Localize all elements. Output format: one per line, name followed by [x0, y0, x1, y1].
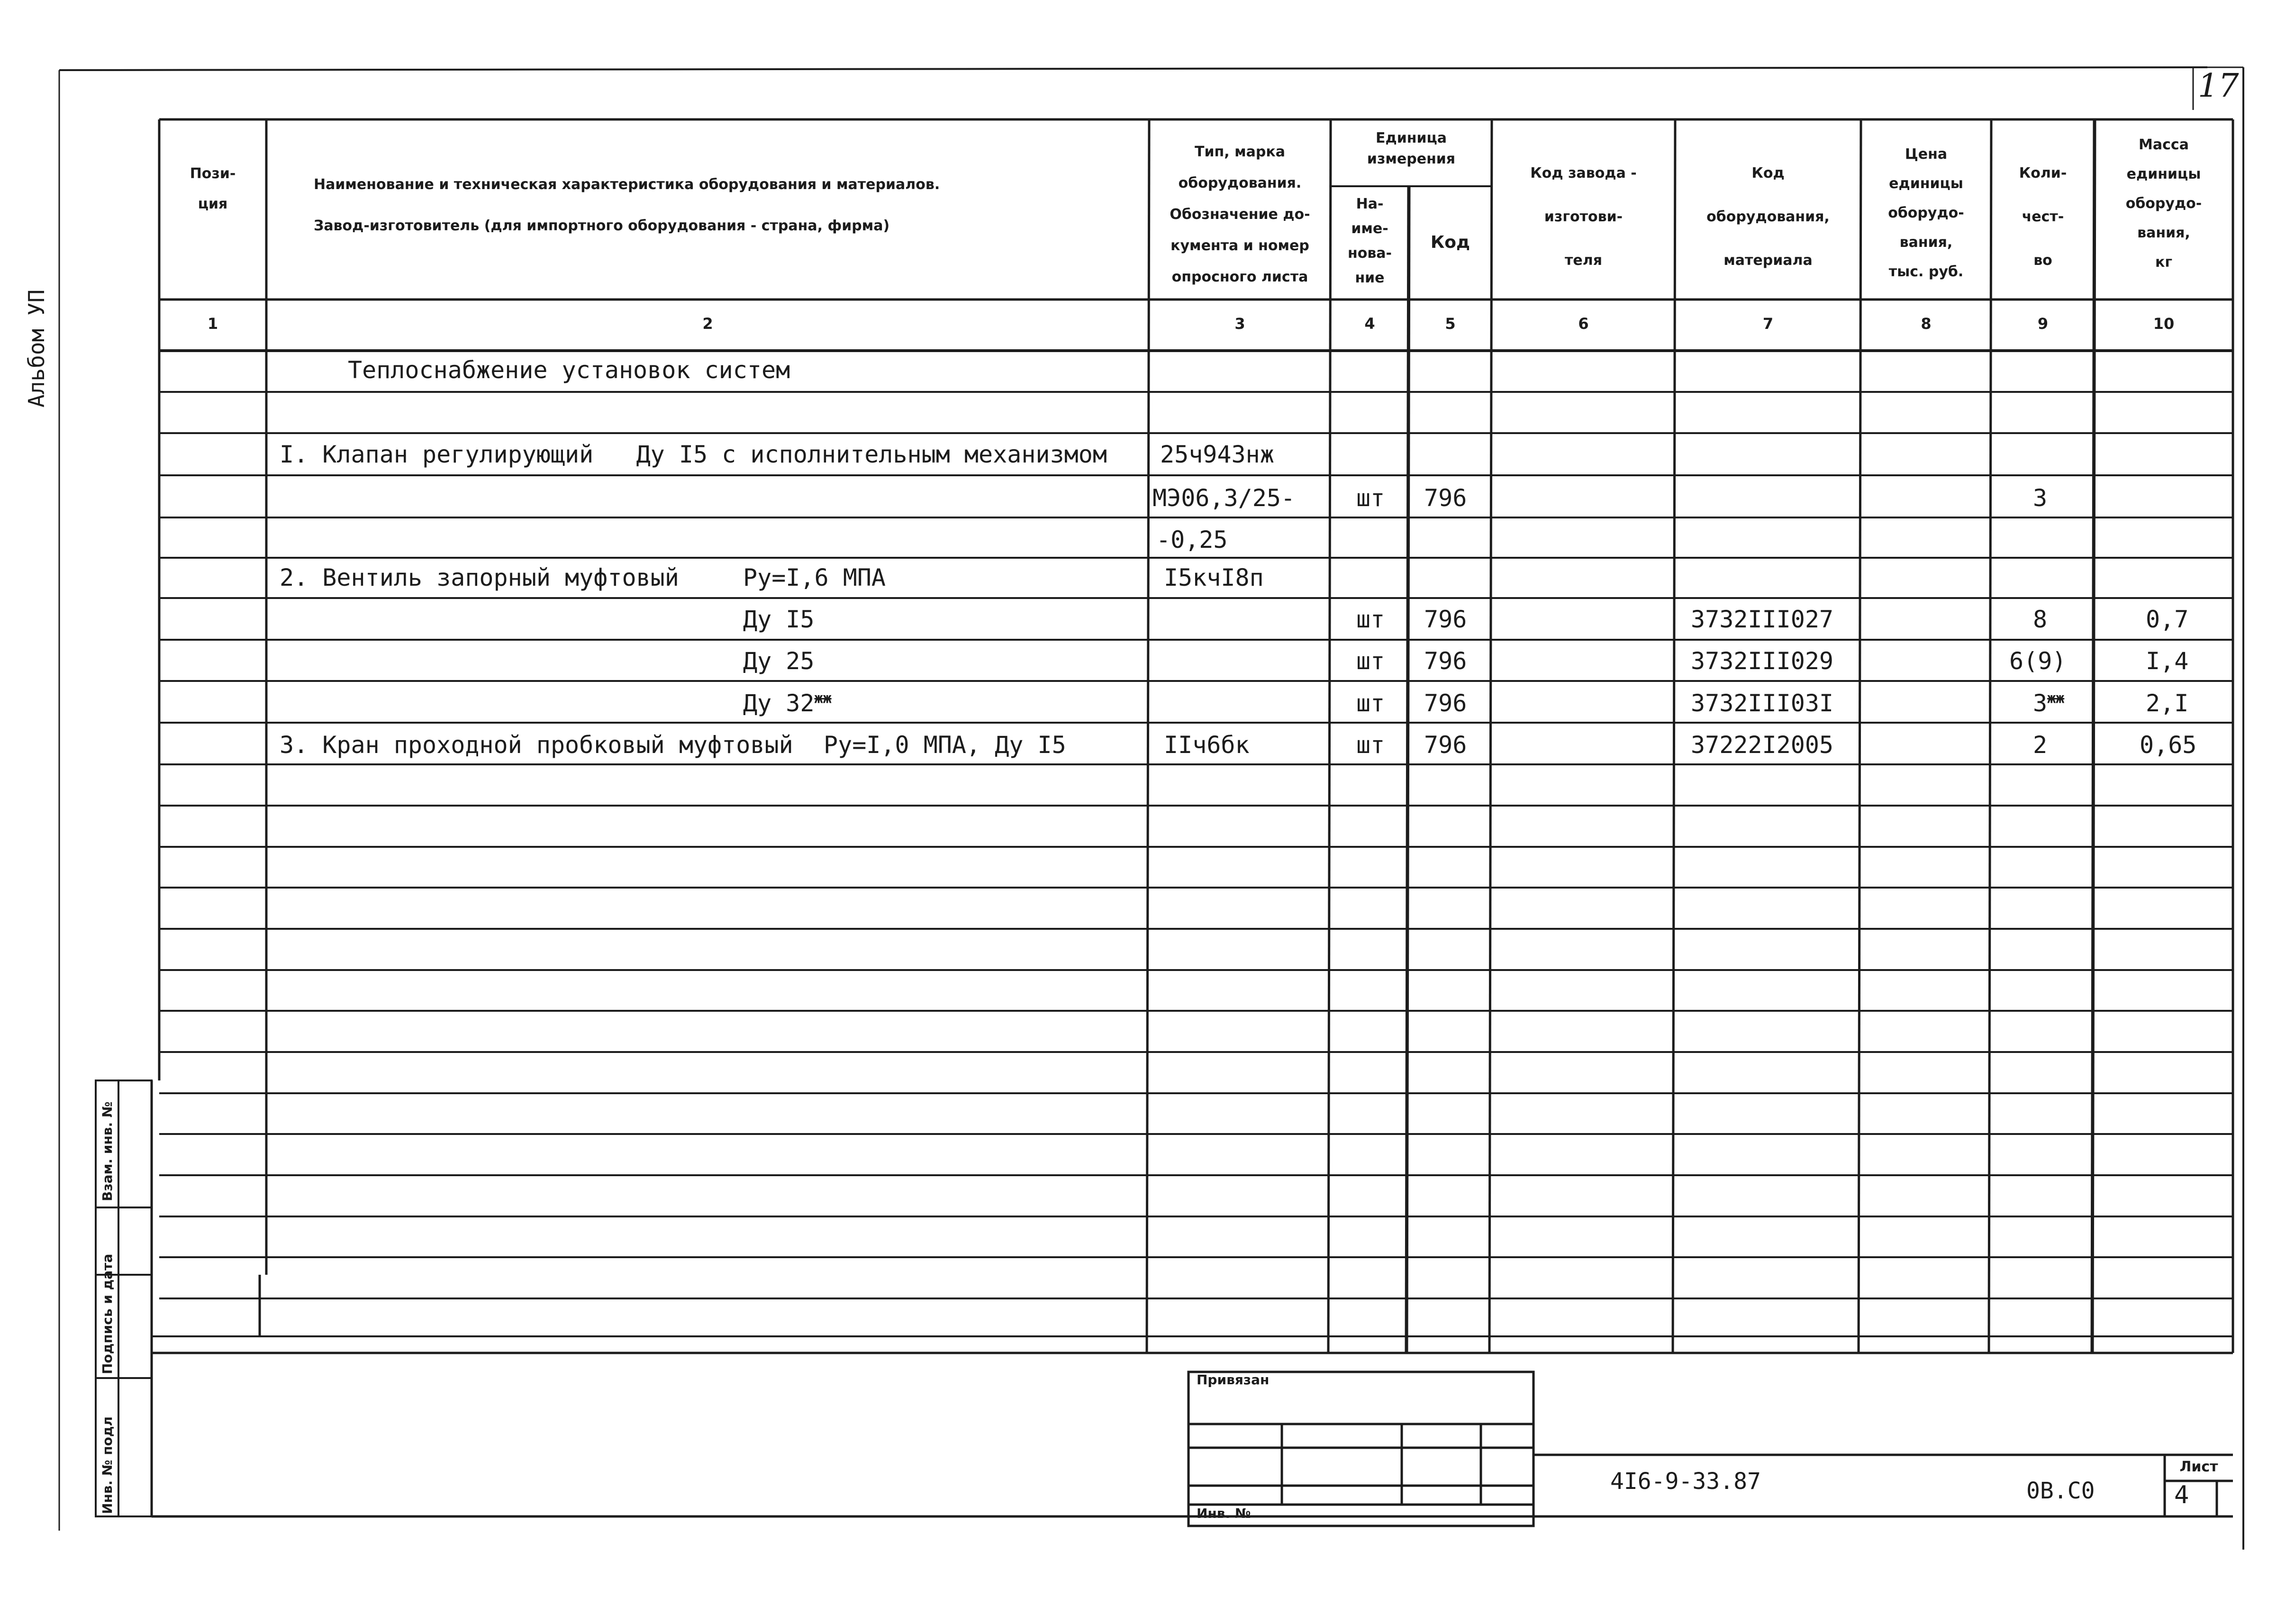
item-spec: Ду $32^{жж}$ [743, 690, 832, 717]
item-unit-code: 796 [1424, 484, 1467, 512]
item-type: 25ч943нж [1160, 441, 1274, 468]
header-name: Наименование и техническая характеристика оборудования и материалов. Завод-изготовитель (для импортного оборудования - страна, фирма) [314, 176, 940, 234]
item-name: 3. Кран проходной пробковый муфтовый [280, 731, 793, 759]
header-unit-name: На- име- нова- ние [1347, 196, 1392, 286]
item-spec: Ру=I,6 МПА [743, 564, 886, 591]
side-label-inv-repl: Взам. инв. № [100, 1101, 115, 1201]
item-spec: Ру=I,0 МПА, Ду I5 [824, 731, 1066, 759]
item-mass: 2,I [2146, 690, 2189, 717]
footnote-mark: жж [2047, 690, 2065, 707]
item-mass: 0,7 [2146, 606, 2189, 633]
sheet-number: 4 [2174, 1481, 2189, 1509]
item-unit-code: 796 [1424, 647, 1467, 675]
footnote-mark: жж [814, 690, 832, 707]
header-price: Цена единицы оборудо- вания, тыс. руб. [1888, 146, 1964, 280]
section-title: Теплоснабжение установок систем [348, 356, 790, 384]
column-number: 7 [1762, 315, 1774, 333]
sheet-code: 0В.С0 [2026, 1478, 2095, 1504]
item-equipment-code: 3732III029 [1691, 647, 1834, 675]
item-unit: шт [1356, 606, 1385, 633]
stamp-inv-label: Инв. № [1197, 1506, 1251, 1521]
item-equipment-code: 3732III03I [1691, 690, 1834, 717]
item-mass: I,4 [2146, 647, 2189, 675]
item-quantity: 3 [2033, 484, 2048, 512]
item-name: 2. Вентиль запорный муфтовый [280, 564, 679, 591]
item-quantity: 8 [2033, 606, 2048, 633]
item-unit-code: 796 [1424, 606, 1467, 633]
header-type: Тип, марка оборудования. Обозначение до- кумента и номер опросного листа [1170, 144, 1310, 285]
item-name: I. Клапан регулирующий Ду I5 с исполнительным механизмом [280, 441, 1107, 468]
header-mass: Масса единицы оборудо- вания, кг [2125, 136, 2202, 271]
item-spec: Ду 25 [743, 647, 815, 675]
item-unit: шт [1356, 690, 1385, 717]
header-position: Пози- ция [190, 165, 236, 212]
column-number: 4 [1364, 315, 1375, 333]
item-quantity: $3^{жж}$ [2033, 690, 2065, 717]
side-label-inv-sub: Инв. № подл [100, 1416, 115, 1514]
album-label: Альбом УП [24, 289, 49, 408]
sheet-label: Лист [2179, 1459, 2218, 1475]
column-number: 5 [1445, 315, 1456, 333]
column-number: 9 [2037, 315, 2049, 333]
header-unit-group: Единица измерения [1367, 130, 1456, 167]
header-unit-code: Код [1430, 233, 1470, 252]
item-unit-code: 796 [1424, 690, 1467, 717]
item-unit: шт [1356, 731, 1385, 759]
page-number: 17 [2198, 67, 2239, 105]
header-factory-code: Код завода - изготови- теля [1530, 165, 1637, 269]
item-unit: шт [1356, 484, 1385, 512]
header-quantity: Коли- чест- во [2019, 165, 2067, 269]
item-spec: Ду I5 [743, 606, 815, 633]
side-label-sign-date: Подпись и дата [100, 1253, 115, 1374]
item-equipment-code: 37222I2005 [1691, 731, 1834, 759]
item-type: IIч6бк [1164, 731, 1250, 759]
column-number: 2 [702, 315, 713, 333]
document-code: 4I6-9-33.87 [1610, 1468, 1761, 1495]
item-unit: шт [1356, 647, 1385, 675]
item-unit-code: 796 [1424, 731, 1467, 759]
item-type: -0,25 [1156, 526, 1228, 553]
item-type: I5кчI8п [1164, 564, 1264, 591]
column-number: 10 [2153, 315, 2175, 333]
column-number: 6 [1578, 315, 1589, 333]
column-number: 1 [207, 315, 218, 333]
item-type: МЭ06,3/25- [1152, 484, 1296, 512]
item-quantity: 2 [2033, 731, 2048, 759]
item-equipment-code: 3732III027 [1691, 606, 1834, 633]
stamp-bound-label: Привязан [1197, 1372, 1270, 1388]
header-equipment-code: Код оборудования, материала [1706, 165, 1830, 269]
item-quantity: 6(9) [2009, 647, 2067, 675]
column-number: 3 [1234, 315, 1245, 333]
column-number: 8 [1921, 315, 1932, 333]
item-mass: 0,65 [2140, 731, 2197, 759]
